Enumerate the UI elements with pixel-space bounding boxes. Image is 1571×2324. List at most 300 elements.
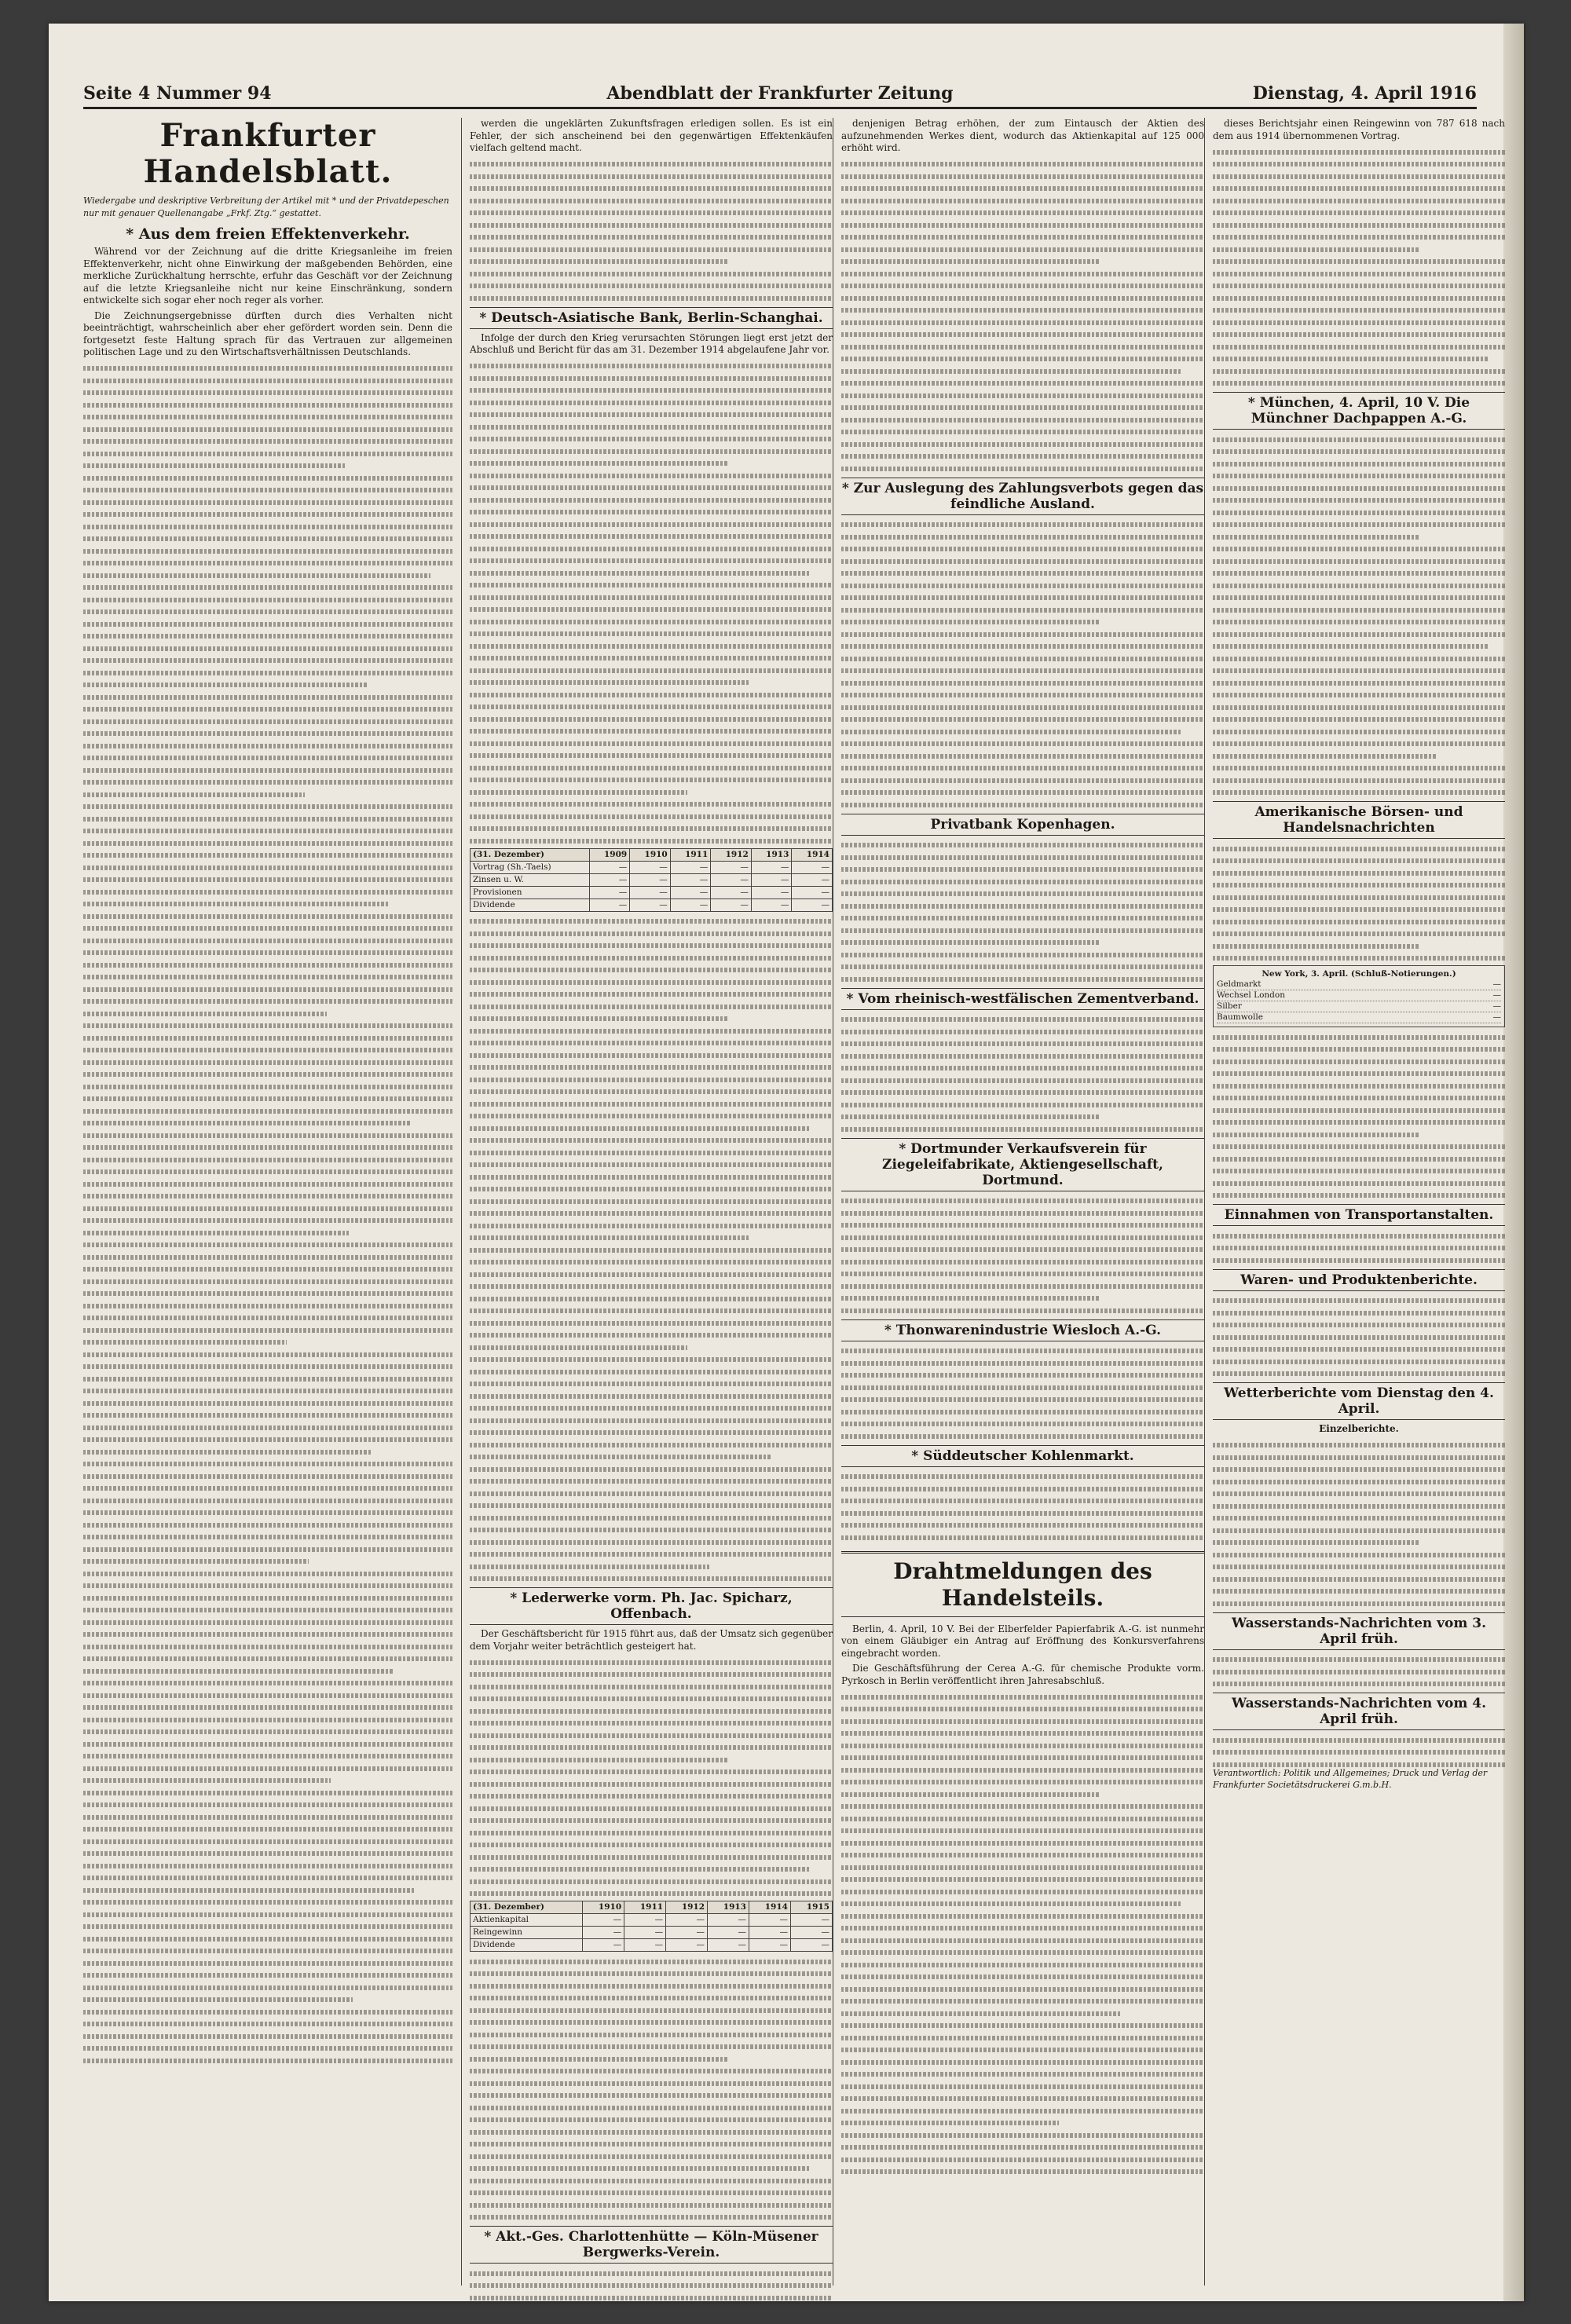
- text-line: [1213, 1480, 1505, 1484]
- text-line: [83, 987, 452, 992]
- text-line: [841, 1308, 1204, 1313]
- text-line: [1213, 1738, 1505, 1743]
- text-line: [83, 1547, 452, 1552]
- text-line: [1213, 584, 1505, 588]
- text-line: [470, 1960, 833, 1964]
- text-line: [1213, 632, 1505, 637]
- text-line: [1213, 1657, 1505, 1662]
- table-cell: —: [624, 1914, 666, 1927]
- text-line: [1213, 284, 1505, 288]
- text-line: [841, 1349, 1204, 1353]
- text-line: [1213, 956, 1505, 961]
- text-line: [1213, 522, 1505, 527]
- table-row: [471, 873, 833, 886]
- text-line: [1213, 210, 1505, 215]
- text-line: [470, 1996, 833, 2000]
- text-line: [841, 1987, 1204, 1992]
- text-line: [470, 272, 833, 276]
- text-line: [470, 1782, 833, 1787]
- text-line: [841, 2121, 1059, 2125]
- text-line: [83, 1754, 452, 1759]
- text-line: [470, 425, 833, 430]
- text-line: [83, 573, 430, 578]
- text-line: [1213, 1516, 1505, 1521]
- text-line: [83, 768, 452, 773]
- text-line: [841, 620, 1099, 624]
- article-title: * Akt.-Ges. Charlottenhütte — Köln-Müsener Bergwerks-Verein.: [470, 2226, 833, 2264]
- table-cell: —: [751, 886, 792, 898]
- text-line: [1213, 272, 1505, 276]
- text-line: [83, 1864, 452, 1868]
- text-line: [1213, 931, 1505, 936]
- text-line: [470, 1053, 833, 1058]
- issue-date: Dienstag, 4. April 1916: [1252, 83, 1477, 104]
- text-line: [470, 401, 833, 405]
- text-line: [470, 1235, 749, 1240]
- text-line: [1213, 1133, 1420, 1137]
- text-line: [1213, 754, 1437, 759]
- table-header-cell: (31. Dezember): [471, 1901, 583, 1914]
- text-line: [470, 1370, 833, 1374]
- table-cell: —: [583, 1939, 624, 1952]
- text-line: [1213, 907, 1505, 912]
- text-line: [83, 1231, 349, 1235]
- text-line: [841, 584, 1204, 588]
- article-paragraph: dieses Berichtsjahr einen Reingewinn von 787 618 nach dem aus 1914 übernommenen Vortrag.: [1213, 118, 1505, 141]
- text-line: [470, 1867, 811, 1872]
- body-text-lines: [841, 843, 1204, 982]
- table-header-cell: 1913: [708, 1901, 749, 1914]
- imprint-footer: Verantwortlich: Politik und Allgemeines; Druck und Verlag der Frankfurter Societätsdruckerei G.m.b.H.: [1213, 1767, 1488, 1790]
- text-line: [470, 2044, 833, 2049]
- text-line: [841, 1755, 1204, 1760]
- text-line: [470, 235, 833, 240]
- text-line: [841, 199, 1204, 203]
- masthead: [83, 80, 1477, 109]
- text-line: [1213, 1565, 1505, 1569]
- text-line: [470, 839, 833, 844]
- body-text-lines: [1213, 1035, 1505, 1199]
- quote-cell: Geldmarkt: [1217, 979, 1262, 989]
- text-line: [83, 1778, 331, 1783]
- text-line: [841, 1090, 1204, 1095]
- text-line: [841, 1235, 1204, 1240]
- column-3: [833, 118, 1204, 2286]
- text-line: [83, 1401, 452, 1406]
- text-line: [1213, 511, 1505, 515]
- text-line: [841, 1963, 1204, 1967]
- text-line: [470, 2166, 811, 2171]
- text-line: [83, 598, 452, 602]
- table-cell: —: [792, 886, 833, 898]
- text-line: [1213, 1144, 1505, 1149]
- text-line: [841, 1780, 1204, 1784]
- text-line: [83, 1426, 452, 1430]
- text-line: [83, 1255, 452, 1260]
- text-line: [841, 296, 1204, 301]
- text-line: [470, 210, 833, 215]
- text-line: [841, 1199, 1204, 1203]
- text-line: [83, 877, 452, 882]
- text-line: [83, 731, 452, 736]
- table-header-cell: 1910: [583, 1901, 624, 1914]
- table-cell: —: [749, 1914, 791, 1927]
- text-line: [841, 174, 1204, 179]
- text-line: [1213, 1169, 1505, 1173]
- text-line: [470, 1078, 833, 1082]
- text-line: [83, 1523, 452, 1528]
- text-line: [1213, 741, 1505, 746]
- text-line: [841, 1523, 1204, 1528]
- text-line: [470, 498, 833, 503]
- article-paragraph: Der Geschäftsbericht für 1915 führt aus, daß der Umsatz sich gegenüber dem Vorjahr weiter beträchtlich gesteigert hat.: [470, 1628, 833, 1652]
- text-line: [470, 656, 833, 661]
- text-line: [1213, 1682, 1505, 1686]
- text-line: [1213, 608, 1505, 613]
- text-line: [841, 2109, 1204, 2114]
- stock-quotes-box: [1213, 965, 1505, 1027]
- text-line: [470, 186, 833, 191]
- text-line: [470, 1758, 727, 1762]
- text-line: [470, 2203, 833, 2208]
- text-line: [1213, 320, 1505, 325]
- column-2: [461, 118, 833, 2286]
- text-line: [1213, 186, 1505, 191]
- text-line: [841, 284, 1204, 288]
- text-line: [841, 741, 1204, 746]
- text-line: [841, 393, 1204, 398]
- text-line: [83, 890, 452, 895]
- text-line: [1213, 1258, 1505, 1263]
- text-line: [470, 1224, 833, 1228]
- text-line: [83, 1012, 327, 1016]
- table-cell: —: [666, 1939, 708, 1952]
- text-line: [470, 1660, 833, 1665]
- text-line: [841, 766, 1204, 770]
- text-line: [1213, 1601, 1505, 1606]
- table-row: [471, 861, 833, 873]
- quote-row: [1217, 990, 1501, 1001]
- text-line: [83, 1096, 452, 1101]
- quotes-title: New York, 3. April. (Schluß-Notierungen.): [1262, 969, 1456, 979]
- text-line: [470, 1984, 833, 1989]
- text-line: [470, 2154, 833, 2159]
- article-title: * Aus dem freien Effektenverkehr.: [126, 225, 410, 243]
- table-cell: —: [711, 886, 752, 898]
- text-line: [83, 999, 452, 1004]
- section-title: Amerikanische Börsen- und Handelsnachrichten: [1213, 801, 1505, 839]
- body-text-lines: [470, 364, 833, 844]
- text-line: [1213, 174, 1505, 179]
- text-line: [1213, 644, 1488, 649]
- text-line: [841, 2169, 1204, 2174]
- text-line: [470, 1005, 833, 1009]
- text-line: [83, 1669, 394, 1674]
- text-line: [83, 829, 452, 833]
- text-line: [83, 1997, 353, 2002]
- text-line: [1213, 595, 1505, 600]
- text-line: [83, 1304, 452, 1308]
- quote-row: [1217, 1001, 1501, 1012]
- quote-cell: —: [1492, 990, 1501, 1000]
- text-line: [83, 415, 452, 419]
- text-line: [1213, 1371, 1505, 1376]
- text-line: [470, 1818, 833, 1823]
- text-line: [470, 296, 833, 301]
- text-line: [841, 162, 1204, 167]
- text-line: [470, 522, 833, 527]
- text-line: [1213, 437, 1505, 442]
- leather-results-table: [470, 1901, 833, 1952]
- weather-subtitle: Einzelberichte.: [1319, 1423, 1399, 1434]
- column-1: [83, 118, 452, 2286]
- table-cell: —: [670, 898, 711, 911]
- quote-cell: —: [1492, 979, 1501, 989]
- reprint-note: Wiedergabe und deskriptive Verbreitung der Artikel mit * und der Privatdepeschen nur mit genauer Quellenangabe „Frkf. Ztg.“ gestattet.: [83, 196, 449, 218]
- text-line: [83, 792, 305, 797]
- text-line: [470, 1430, 833, 1435]
- text-line: [83, 683, 368, 687]
- section-title: Einnahmen von Transportanstalten.: [1213, 1204, 1505, 1226]
- text-line: [841, 1296, 1099, 1301]
- article-title: * Zur Auslegung des Zahlungsverbots gegen das feindliche Ausland.: [841, 478, 1204, 515]
- text-line: [83, 390, 452, 395]
- text-line: [470, 1138, 833, 1143]
- text-line: [470, 461, 727, 466]
- text-line: [841, 1211, 1204, 1216]
- text-line: [841, 1974, 1204, 1979]
- text-line: [83, 1559, 309, 1564]
- text-line: [470, 1855, 833, 1860]
- text-line: [841, 1247, 1204, 1252]
- text-line: [470, 1162, 833, 1167]
- body-text-lines: [470, 919, 833, 1581]
- text-line: [470, 1971, 833, 1976]
- table-cell: —: [589, 873, 630, 886]
- text-line: [1213, 871, 1505, 876]
- text-line: [470, 174, 833, 179]
- text-line: [83, 1169, 452, 1174]
- text-line: [1213, 717, 1505, 722]
- text-line: [1213, 1071, 1505, 1076]
- text-line: [83, 452, 452, 456]
- text-line: [841, 705, 1204, 710]
- table-cell: —: [670, 886, 711, 898]
- body-text-lines: [841, 162, 1204, 471]
- text-line: [470, 1382, 833, 1386]
- text-line: [1213, 1084, 1505, 1089]
- text-line: [841, 803, 1204, 807]
- text-line: [470, 1467, 833, 1472]
- text-line: [470, 1041, 833, 1045]
- table-cell: Vortrag (Sh.-Taels): [471, 861, 590, 873]
- text-line: [83, 1620, 452, 1625]
- text-line: [470, 766, 833, 770]
- text-line: [83, 1450, 372, 1455]
- text-line: [841, 308, 1204, 313]
- text-line: [841, 855, 1204, 860]
- text-line: [1213, 547, 1505, 551]
- table-cell: Zinsen u. W.: [471, 873, 590, 886]
- table-cell: —: [751, 873, 792, 886]
- text-line: [470, 2190, 833, 2195]
- text-line: [470, 668, 833, 673]
- text-line: [470, 1406, 833, 1411]
- text-line: [1213, 730, 1505, 734]
- table-cell: Dividende: [471, 1939, 583, 1952]
- text-line: [841, 1914, 1204, 1919]
- text-line: [1213, 1246, 1505, 1250]
- text-line: [1213, 223, 1505, 228]
- text-line: [470, 2215, 833, 2220]
- text-line: [470, 1696, 833, 1701]
- table-header-cell: 1909: [589, 848, 630, 861]
- text-line: [470, 1831, 833, 1835]
- bank-results-table: [470, 848, 833, 912]
- text-line: [470, 376, 833, 381]
- text-line: [470, 364, 833, 368]
- text-line: [83, 2046, 452, 2051]
- text-line: [470, 1770, 833, 1774]
- text-line: [470, 1211, 833, 1216]
- text-line: [1213, 1035, 1505, 1040]
- text-line: [83, 744, 452, 748]
- text-line: [470, 2296, 833, 2300]
- text-line: [470, 2130, 833, 2135]
- text-line: [83, 1023, 452, 1028]
- text-line: [83, 1340, 287, 1345]
- text-line: [470, 826, 833, 831]
- text-line: [1213, 345, 1505, 350]
- table-cell: —: [589, 886, 630, 898]
- text-line: [83, 1876, 452, 1880]
- text-line: [83, 1766, 452, 1771]
- text-line: [83, 1364, 452, 1369]
- text-line: [470, 534, 833, 539]
- text-line: [470, 510, 833, 514]
- text-line: [1213, 681, 1505, 686]
- text-line: [470, 2283, 833, 2288]
- text-line: [470, 1126, 811, 1131]
- text-line: [841, 891, 1204, 896]
- text-line: [1213, 559, 1505, 564]
- text-line: [470, 1516, 833, 1521]
- text-line: [83, 1085, 452, 1089]
- table-header-cell: 1914: [792, 848, 833, 861]
- text-line: [841, 1707, 1204, 1711]
- text-line: [470, 705, 833, 709]
- text-line: [83, 902, 390, 906]
- article-paragraph: Infolge der durch den Krieg verursachten Störungen liegt erst jetzt der Abschluß und Bericht für das am 31. Dezember 1914 abgelaufene Jahr vor.: [470, 331, 833, 355]
- text-line: [841, 1535, 1204, 1540]
- text-line: [1213, 1540, 1420, 1545]
- text-line: [841, 272, 1204, 276]
- text-line: [841, 418, 1204, 423]
- text-line: [841, 2157, 1204, 2162]
- text-line: [841, 1890, 1204, 1894]
- text-line: [83, 1474, 452, 1479]
- text-line: [470, 595, 833, 600]
- text-line: [1213, 1491, 1505, 1496]
- text-line: [1213, 1577, 1505, 1582]
- text-line: [841, 1474, 1204, 1479]
- table-cell: —: [630, 886, 671, 898]
- text-line: [841, 940, 1099, 945]
- text-line: [841, 730, 1182, 734]
- text-line: [470, 199, 833, 203]
- text-line: [83, 1742, 452, 1747]
- table-cell: —: [708, 1914, 749, 1927]
- text-line: [841, 1744, 1204, 1748]
- text-line: [841, 1817, 1204, 1821]
- text-line: [1213, 1670, 1505, 1674]
- text-line: [1213, 1298, 1505, 1303]
- text-line: [1213, 668, 1505, 673]
- text-line: [470, 1151, 833, 1155]
- text-line: [841, 790, 1204, 795]
- text-line: [83, 1437, 452, 1442]
- text-line: [1213, 486, 1505, 491]
- text-line: [470, 2271, 833, 2276]
- text-line: [470, 1284, 833, 1289]
- text-line: [841, 608, 1204, 613]
- text-line: [83, 1973, 452, 1978]
- text-line: [470, 814, 833, 819]
- text-line: [841, 247, 1204, 252]
- body-text-lines: [1213, 1298, 1505, 1376]
- text-line: [470, 1321, 833, 1326]
- text-line: [841, 1499, 1204, 1503]
- text-line: [1213, 778, 1505, 783]
- table-header-cell: 1911: [670, 848, 711, 861]
- text-line: [1213, 766, 1505, 770]
- article-title: * Vom rheinisch-westfälischen Zementverband.: [841, 988, 1204, 1010]
- table-row: [471, 1927, 833, 1939]
- text-line: [470, 571, 811, 576]
- text-line: [83, 646, 452, 651]
- text-line: [470, 1394, 833, 1399]
- text-line: [470, 802, 833, 807]
- text-line: [83, 914, 452, 919]
- text-line: [470, 1709, 833, 1714]
- text-line: [83, 379, 452, 383]
- table-row: [471, 1914, 833, 1927]
- text-line: [83, 1583, 452, 1588]
- text-line: [83, 658, 452, 663]
- text-line: [841, 2023, 1204, 2028]
- text-line: [83, 1924, 452, 1929]
- section-title: Wasserstands-Nachrichten vom 3. April früh.: [1213, 1612, 1505, 1650]
- text-line: [841, 1768, 1204, 1773]
- text-line: [83, 939, 452, 943]
- text-line: [1213, 657, 1505, 661]
- text-line: [470, 2069, 833, 2073]
- text-line: [841, 1938, 1204, 1943]
- text-line: [1213, 162, 1505, 167]
- text-line: [1213, 1467, 1505, 1472]
- text-line: [83, 1839, 452, 1844]
- text-line: [1213, 1589, 1505, 1594]
- text-line: [83, 671, 452, 675]
- text-line: [841, 2072, 1204, 2077]
- text-line: [841, 522, 1204, 527]
- text-line: [470, 2179, 833, 2183]
- text-line: [470, 1333, 833, 1338]
- article-paragraph: Die Zeichnungsergebnisse dürften durch dies Verhalten nicht beeinträchtigt, wahrscheinlich aber eher gefördert worden sein. Denn die fortgesetzt feste Haltung sprach für das Vertrauen zur allgemeinen politischen Lage und zu den Wirtschaftsverhältnissen Deutschlands.: [83, 309, 452, 357]
- article-paragraph: denjenigen Betrag erhöhen, der zum Eintausch der Aktien des aufzunehmenden Werkes dient, wodurch das Aktienkapital auf 125 000 erhöht wird.: [841, 118, 1204, 153]
- text-line: [83, 926, 452, 931]
- table-header-cell: 1911: [624, 1901, 666, 1914]
